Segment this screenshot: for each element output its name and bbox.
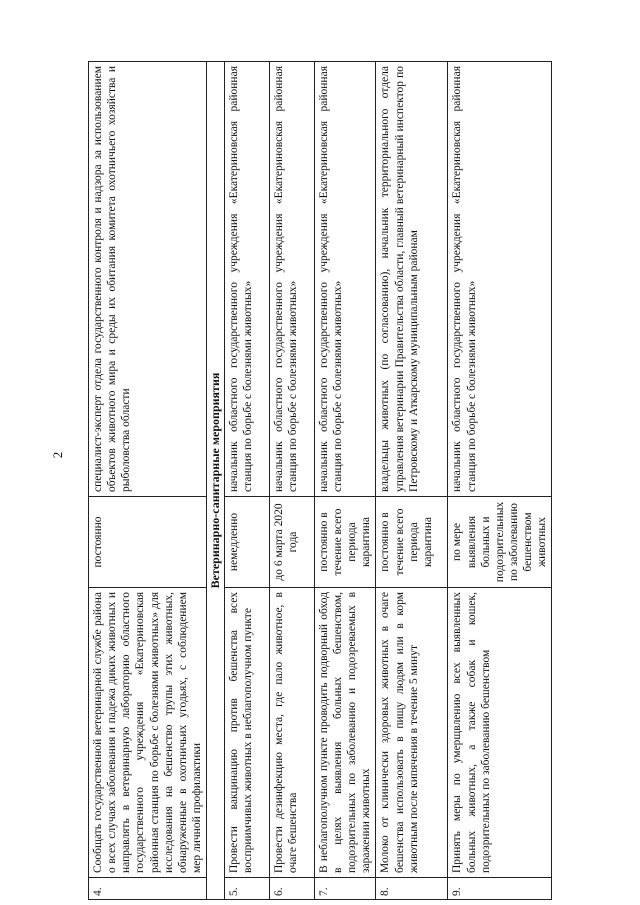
- row-action: Принять меры по умерщвлению всех выявленных больных животных, а также собак и кошек, подозрительных по заболеванию бешенством: [448, 588, 552, 878]
- table-row: [376, 62, 448, 900]
- table-row: [314, 62, 376, 900]
- table-row: [224, 62, 269, 900]
- row-deadline: постоянно: [89, 497, 207, 588]
- row-number: 8.: [376, 878, 448, 900]
- row-number: 7.: [314, 878, 376, 900]
- row-action: Молоко от клинически здоровых животных в очаге бешенства использовать в пищу людям или в корм животным после кипячения в течение 5 минут: [376, 588, 448, 878]
- section-header-row: [207, 62, 225, 900]
- row-number: 9.: [448, 878, 552, 900]
- row-responsible: начальник областного государственного учреждения «Екатериновская районная станция по борьбе с болезнями животных»: [448, 62, 552, 497]
- row-responsible: начальник областного государственного учреждения «Екатериновская районная станция по борьбе с болезнями животных»: [314, 62, 376, 497]
- row-action: В неблагополучном пункте проводить подворный обход в целях выявления больных бешенством, подозрительных по заболеванию и подозреваемых в заражении животных: [314, 588, 376, 878]
- table-row: [269, 62, 314, 900]
- row-responsible: начальник областного государственного учреждения «Екатериновская районная станция по борьбе с болезнями животных»: [269, 62, 314, 497]
- section-title: Ветеринарно-санитарные мероприятия: [207, 62, 225, 900]
- row-deadline: постоянно в течение всего периода карантина: [314, 497, 376, 588]
- row-deadline: по мере выявления больных и подозрительных по заболеванию бешенством животных: [448, 497, 552, 588]
- table-row: [89, 62, 207, 900]
- row-deadline: немедленно: [224, 497, 269, 588]
- page-number: 2: [50, 451, 65, 459]
- row-responsible: специалист-эксперт отдела государственного контроля и надзора за использованием объектов животного мира и среды их обитания комитета охотничьего хозяйства и рыболовства области: [89, 62, 207, 497]
- row-responsible: владельцы животных (по согласованию), начальник территориального отдела управления ветеринарии Правительства области, главный ветеринарный инспектор по Петровскому и Аткарскому муниципальным районам: [376, 62, 448, 497]
- row-number: 4.: [89, 878, 207, 900]
- row-deadline: до 6 марта 2020 года: [269, 497, 314, 588]
- row-action: Провести дезинфекцию места, где пало животное, в очаге бешенства: [269, 588, 314, 878]
- row-number: 5.: [224, 878, 269, 900]
- row-action: Сообщать государственной ветеринарной службе района о всех случаях заболевания и падежа диких животных и направлять в ветеринарную лабораторию областного государственного учреждения «Екатериновская районная станция по борьбе с болезнями животных» для исследования на бешенство трупы этих животных, обнаруженные в охотничьих угодьях, с соблюдением мер личной профилактики: [89, 588, 207, 878]
- table-body: [89, 62, 552, 900]
- row-deadline: постоянно в течение всего периода карантина: [376, 497, 448, 588]
- measures-table: [88, 61, 552, 900]
- row-responsible: начальник областного государственного учреждения «Екатериновская районная станция по борьбе с болезнями животных»: [224, 62, 269, 497]
- row-number: 6.: [269, 878, 314, 900]
- rotated-document-sheet: [88, 62, 549, 900]
- table-row: [448, 62, 552, 900]
- row-action: Провести вакцинацию против бешенства всех восприимчивых животных в неблагополучном пункте: [224, 588, 269, 878]
